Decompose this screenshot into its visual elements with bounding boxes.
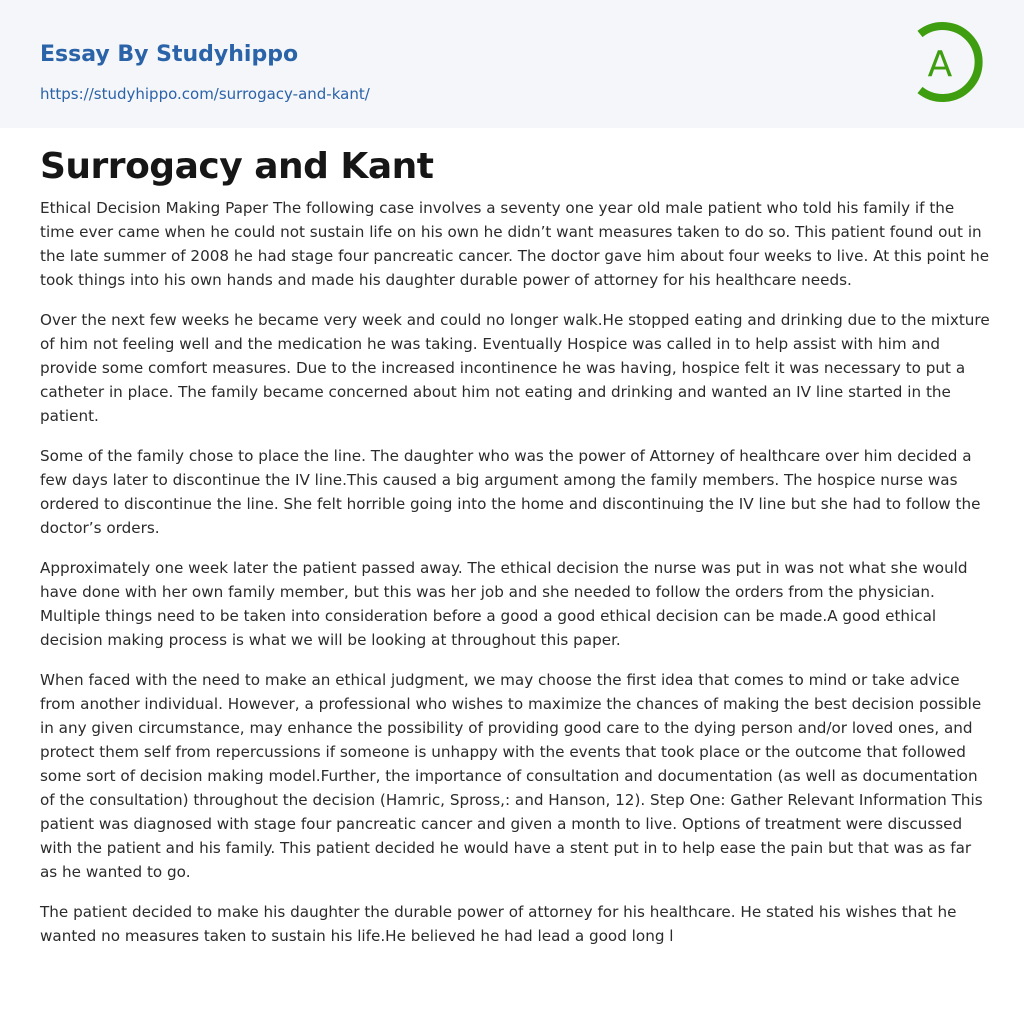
paragraph: Approximately one week later the patient passed away. The ethical decision the nurse was put in was not what she would have done with her own family member, but this was her job and she needed to follow the orders from the physician. Multiple things need to be taken into consideration before a good a good ethical decision can be made.A good ethical decision making process is what we will be looking at throughout this paper.	[40, 559, 968, 649]
site-header	[0, 0, 1024, 128]
studyhippo-logo-icon[interactable]	[912, 20, 988, 104]
paragraph: Ethical Decision Making Paper The following case involves a seventy one year old male patient who told his family if the time ever came when he could not sustain life on his own he didn’t want measures taken to do so. This patient found out in the late summer of 2008 he had stage four pancreatic cancer. The doctor gave him about four weeks to live. At this point he took things into his own hands and made his daughter durable power of attorney for his healthcare needs.	[40, 199, 990, 289]
brand-title: Essay By Studyhippo	[40, 42, 299, 67]
page-title: Surrogacy and Kant	[40, 146, 434, 187]
paragraph: Some of the family chose to place the line. The daughter who was the power of Attorney of healthcare over him decided a few days later to discontinue the IV line.This caused a big argument among the family members. The hospice nurse was ordered to discontinue the line. She felt horrible going into the home and discontinuing the IV line but she had to follow the doctor’s orders.	[40, 447, 981, 537]
paragraph: When faced with the need to make an ethical judgment, we may choose the first idea that comes to mind or take advice from another individual. However, a professional who wishes to maximize the chances of making the best decision possible in any given circumstance, may enhance the possibility of providing good care to the dying person and/or loved ones, and protect them self from repercussions if someone is unhappy with the events that took place or the outcome that followed some sort of decision making model.Further, the importance of consultation and documentation (as well as documentation of the consultation) throughout the decision (Hamric, Spross,: and Hanson, 12). Step One: Gather Relevant Information This patient was diagnosed with stage four pancreatic cancer and given a month to live. Options of treatment were discussed with the patient and his family. This patient decided he would have a stent put in to help ease the pain but that was as far as he wanted to go.	[40, 671, 983, 881]
svg-text:A: A	[927, 44, 953, 85]
essay-url-link[interactable]: https://studyhippo.com/surrogacy-and-kant/	[40, 85, 370, 103]
essay-body	[40, 196, 990, 964]
paragraph: The patient decided to make his daughter the durable power of attorney for his healthcare. He stated his wishes that he wanted no measures taken to sustain his life.He believed he had lead a good long l	[40, 903, 957, 945]
paragraph: Over the next few weeks he became very week and could no longer walk.He stopped eating and drinking due to the mixture of him not feeling well and the medication he was taking. Eventually Hospice was called in to help assist with him and provide some comfort measures. Due to the increased incontinence he was having, hospice felt it was necessary to put a catheter in place. The family became concerned about him not eating and drinking and wanted an IV line started in the patient.	[40, 311, 990, 425]
